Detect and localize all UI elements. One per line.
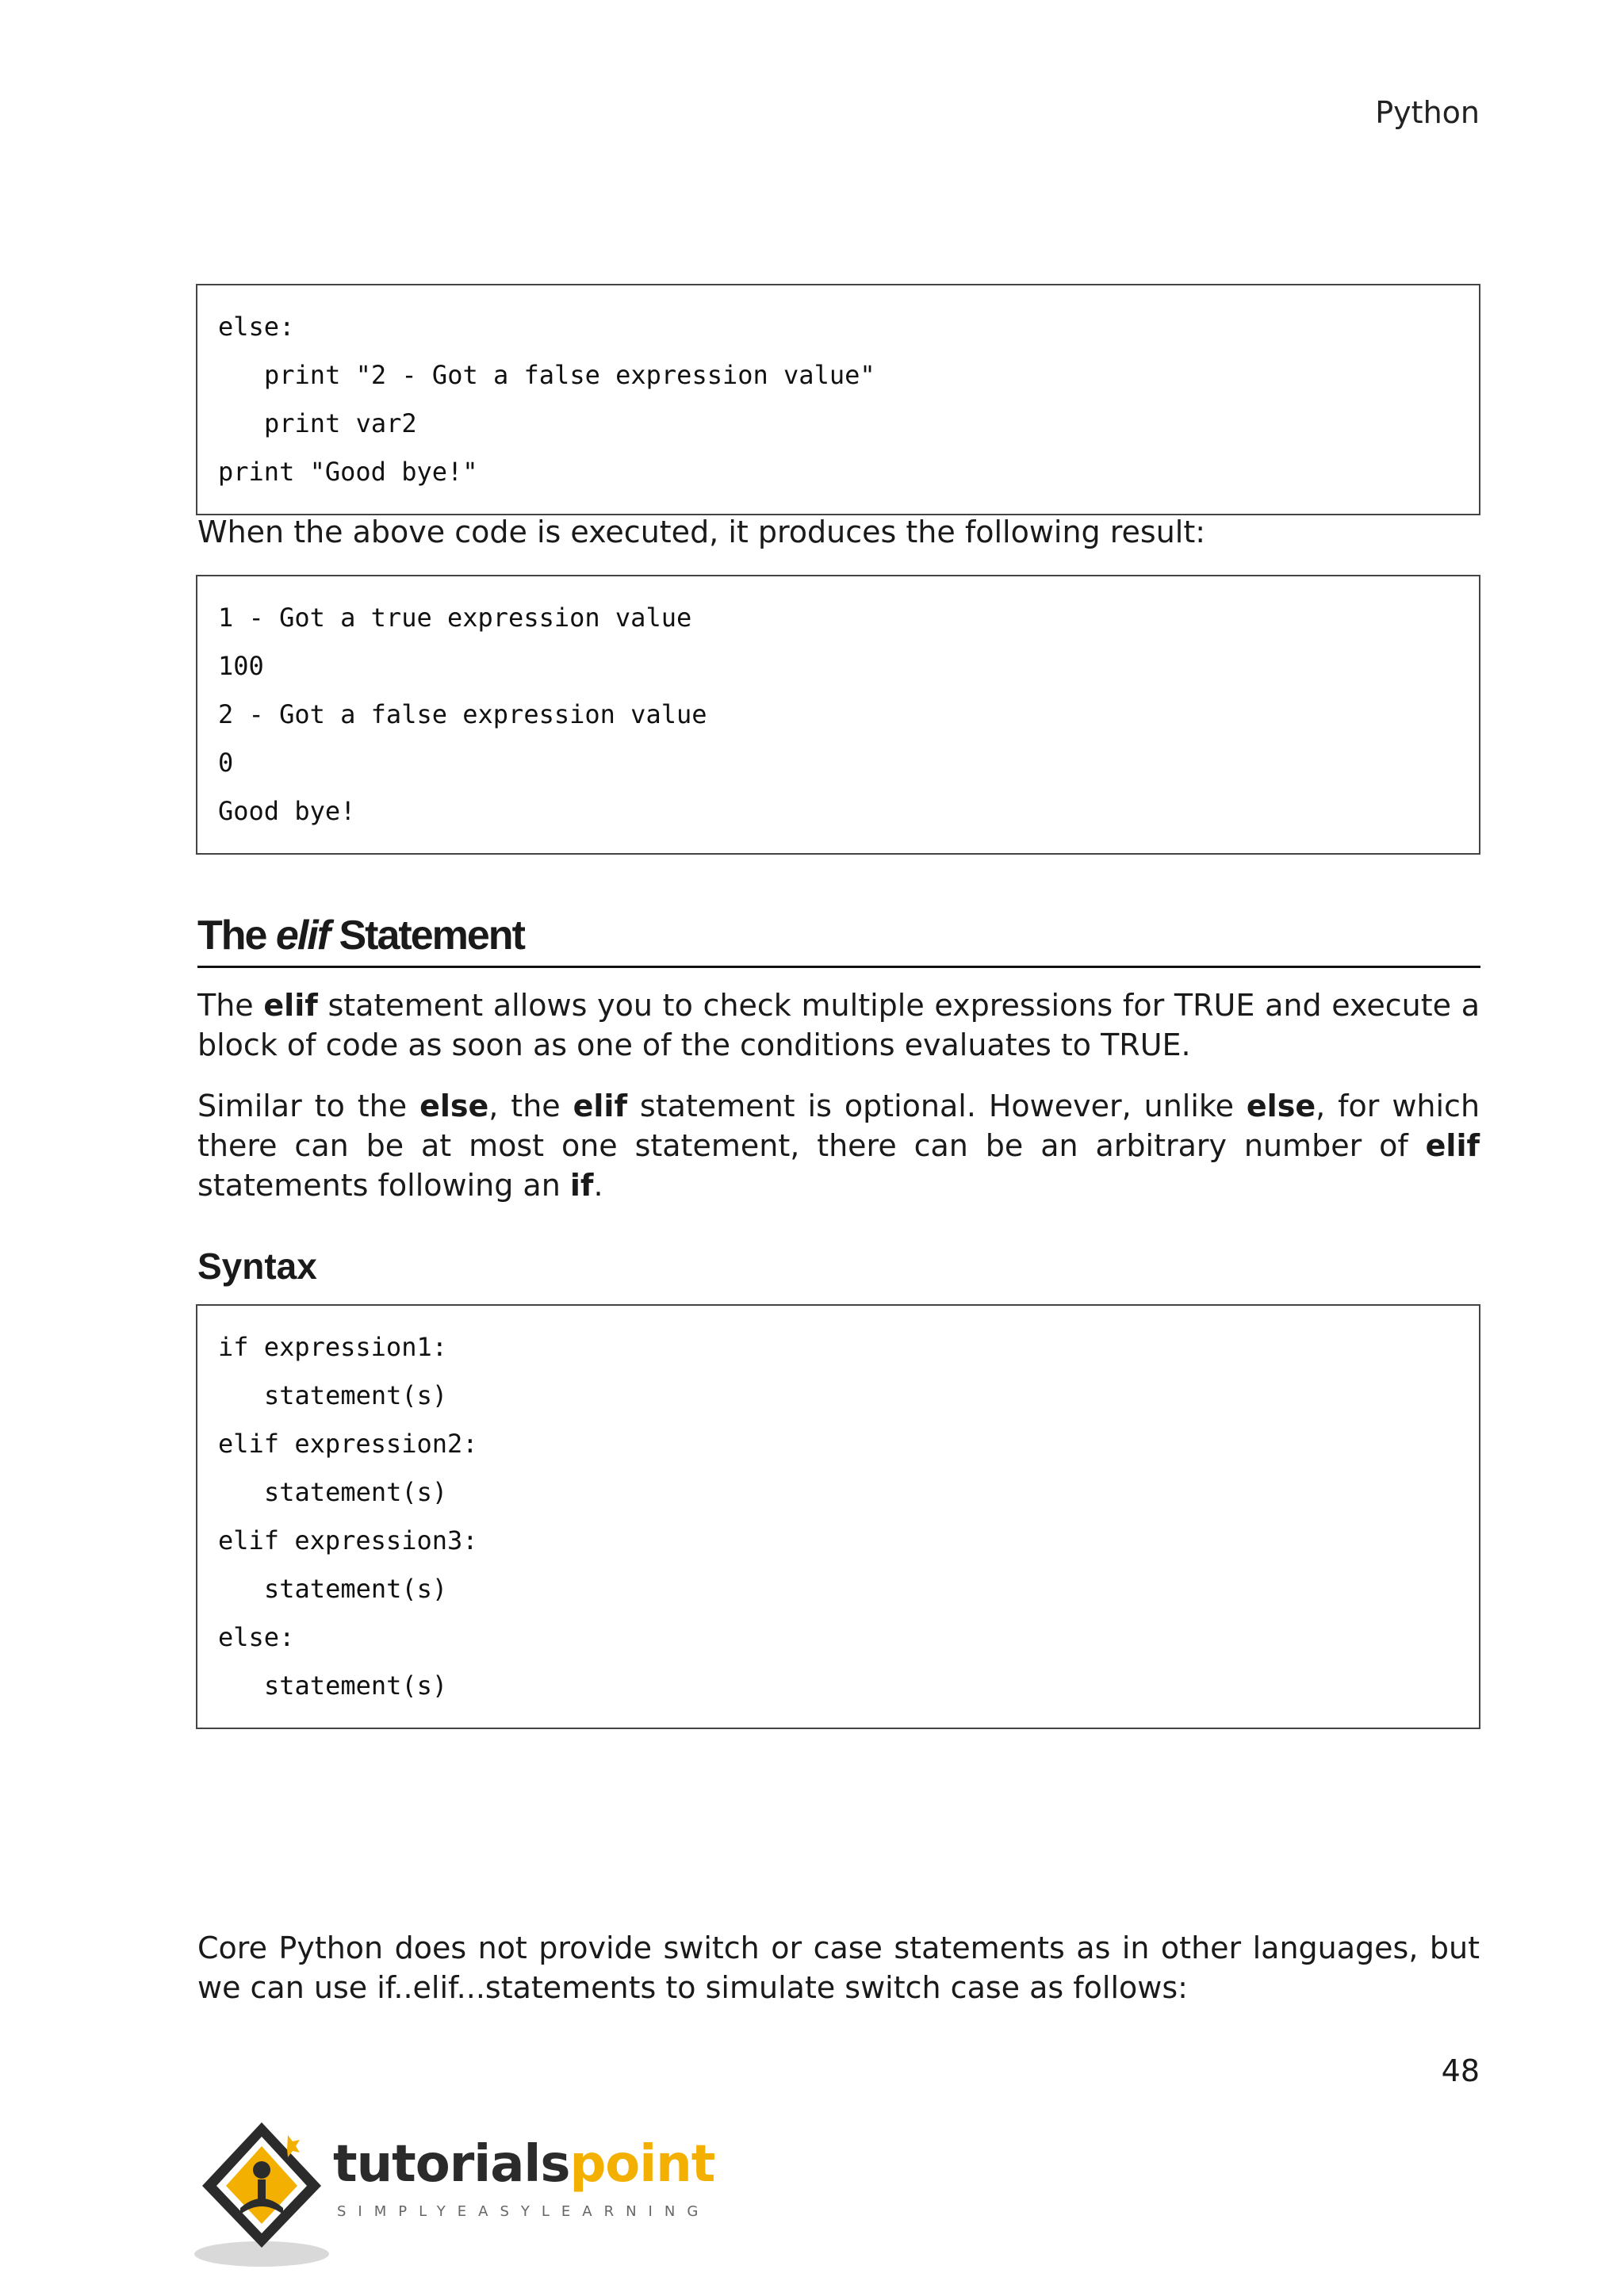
code-line: elif expression2: [218,1429,478,1459]
tutorialspoint-logo [194,2113,715,2271]
text-run: statement allows you to check multiple expressions for TRUE and execute a block of code as soon as one of the conditions evaluates to TRUE. [197,988,1480,1062]
code-line: print var2 [264,408,417,438]
text-run: . [593,1168,603,1203]
code-line: statement(s) [264,1477,448,1507]
text-run: Similar to the [197,1089,420,1123]
text-run: , the [488,1089,573,1123]
output-line: Good bye! [218,796,356,826]
code-line: statement(s) [264,1670,448,1701]
code-line: print "Good bye!" [218,457,478,487]
syntax-code-block [196,1304,1480,1729]
logo-word-tutorials: tutorials [333,2135,570,2194]
switch-case-text: Core Python does not provide switch or case statements as in other languages, but we can use if..elif...statements to simulate switch case as follows: [197,1931,1480,2005]
logo-word-point: point [569,2135,715,2194]
keyword-else: else [419,1089,489,1123]
elif-optional-text [197,1086,1480,1205]
code-line: statement(s) [264,1574,448,1604]
code-block-else [196,284,1480,515]
code-line: elif expression3: [218,1525,478,1556]
elif-description [197,985,1480,1065]
running-header: Python [1375,95,1480,130]
text-run: The [197,988,264,1023]
keyword-else: else [1246,1089,1316,1123]
heading-keyword: elif [275,913,330,959]
keyword-elif: elif [1425,1128,1480,1163]
keyword-elif: elif [573,1089,627,1123]
syntax-heading: Syntax [197,1246,317,1287]
section-heading-elif [197,912,1480,968]
text-run: , for which there can be at most one statement, there can be an arbitrary number of [197,1089,1480,1163]
output-line: 1 - Got a true expression value [218,603,692,633]
result-intro-text: When the above code is executed, it produces the following result: [197,515,1206,549]
heading-suffix: Statement [329,913,524,959]
output-block [196,575,1480,855]
keyword-if: if [569,1168,594,1203]
code-line: print "2 - Got a false expression value" [264,360,875,390]
text-run: statement is optional. However, unlike [626,1089,1247,1123]
heading-prefix: The [197,913,276,959]
keyword-elif: elif [263,988,318,1023]
page-number: 48 [1441,2053,1480,2088]
output-line: 0 [218,748,234,778]
logo-wordmark [333,2135,714,2194]
output-line: 100 [218,651,264,681]
logo-tagline: SIMPLYEASYLEARNING [337,2203,710,2220]
logo-emblem-icon [194,2113,329,2271]
code-line: else: [218,1622,295,1652]
code-line: if expression1: [218,1332,447,1362]
code-line: else: [218,312,295,342]
text-run: statements following an [197,1168,570,1203]
code-line: statement(s) [264,1380,448,1410]
output-line: 2 - Got a false expression value [218,699,707,729]
